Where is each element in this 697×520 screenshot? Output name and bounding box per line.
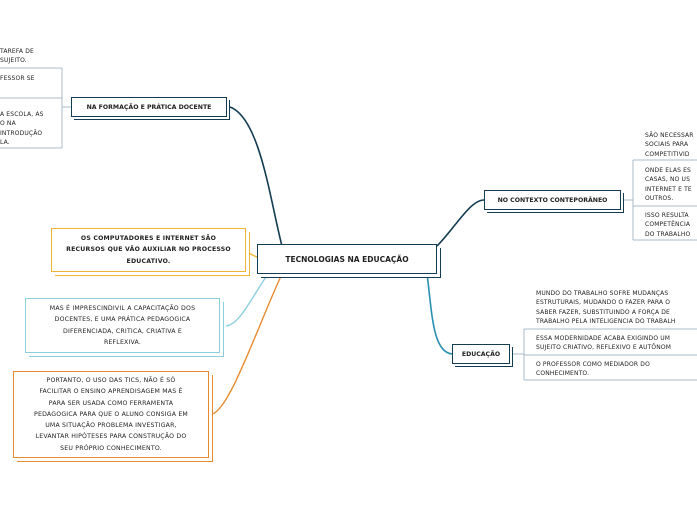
subtopic-contexto-3[interactable]: ISSO RESULTA COMPETÊNCIA DO TRABALHO — [645, 212, 691, 238]
central-topic[interactable] — [257, 244, 437, 274]
note-capacitacao[interactable] — [25, 298, 220, 353]
note-computadores[interactable] — [51, 228, 246, 272]
subtopic-educacao-3[interactable]: O PROFESSOR COMO MEDIADOR DO CONHECIMENTO. — [536, 361, 650, 378]
subtopic-formacao-2[interactable]: FESSOR SE — [0, 75, 35, 82]
link-educacao — [427, 274, 452, 354]
subtopic-contexto-2[interactable]: ONDE ELAS ES CASAS, NO US INTERNET E TE OUTROS. — [645, 167, 692, 203]
subtopic-educacao-1[interactable]: MUNDO DO TRABALHO SOFRE MUDANÇAS ESTRUTURAIS, MUDANDO O FAZER PARA O SABER FAZER, SUBSTITUINDO A FORÇA DE TRABALHO PELA INTELIGENCIA DO TRABALH — [536, 290, 676, 326]
subtopic-formacao-3[interactable]: A ESCOLA, AS O NA INTRODUÇÃO LA. — [0, 111, 44, 147]
subtopic-contexto-1[interactable]: SÃO NECESSAR SOCIAIS PARA COMPETITIVID — [645, 132, 694, 158]
topic-educacao[interactable] — [452, 344, 510, 364]
note-portanto[interactable] — [13, 371, 209, 458]
topic-formacao-label: NA FORMAÇÃO E PRÁTICA DOCENTE — [86, 103, 212, 111]
link-contexto — [437, 200, 484, 246]
topic-contexto[interactable] — [484, 190, 621, 210]
link-capacitacao — [226, 274, 268, 326]
bracket-educacao — [512, 329, 524, 380]
topic-contexto-label: NO CONTEXTO CONTEPORÂNEO — [497, 196, 608, 204]
bracket-formacao — [62, 68, 71, 148]
topic-formacao[interactable] — [71, 97, 227, 117]
topic-educacao-label: EDUCAÇÃO — [461, 350, 501, 358]
subtopic-educacao-2[interactable]: ESSA MODERNIDADE ACABA EXIGINDO UM SUJEITO CRIATIVO, REFLEXIVO E AUTÔNOM — [536, 335, 672, 352]
note-capacitacao-text: MAS É IMPRESCINDIVIL A CAPACITAÇÃO DOS DOCENTES, E UMA PRÁTICA PEDAGOGICA DIFERENCIADA, CRITICA, CRIATIVA E REFLEXIVA. — [49, 304, 196, 346]
link-formacao — [230, 107, 282, 246]
subtopic-formacao-1[interactable]: TAREFA DE SUJEITO. — [0, 48, 34, 65]
central-topic-label: TECNOLOGIAS NA EDUCAÇÃO — [285, 254, 409, 264]
link-portanto — [212, 274, 282, 414]
note-portanto-text: PORTANTO, O USO DAS TICS, NÃO É SÓ FACILITAR O ENSINO APRENDISAGEM MAS É PARA SER USADA COMO FERRAMENTA PEDAGOGICA PARA QUE O ALUNO CONSIGA EM UMA SITUAÇÃO PROBLEMA INVESTIGAR, LEVANTAR HIPÓTESES PARA CONSTRUÇÃO DO SEU PRÓPRIO CONHECIMENTO. — [34, 376, 188, 452]
bracket-contexto — [622, 160, 633, 240]
note-computadores-text: OS COMPUTADORES E INTERNET SÃO RECURSOS QUE VÃO AUXILIAR NO PROCESSO EDUCATIVO. — [66, 235, 231, 265]
